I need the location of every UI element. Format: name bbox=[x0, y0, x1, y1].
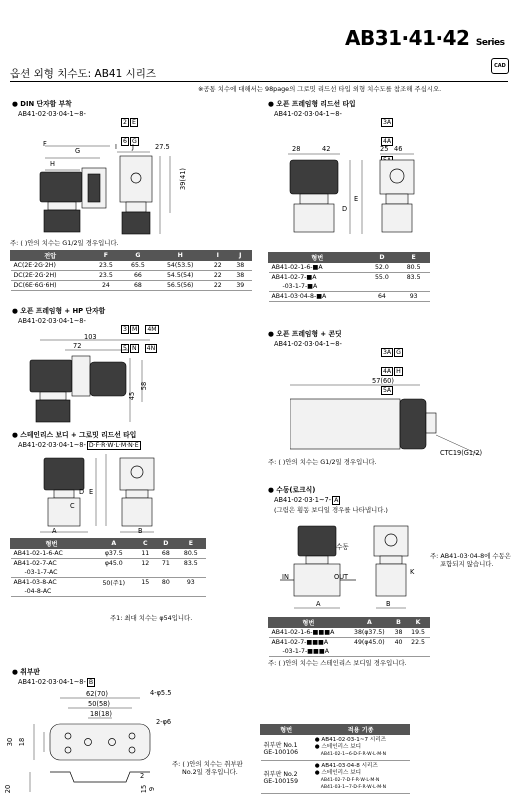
table-row: 취부판 No.2 GE-100159 ● AB41-03·04-8 시리즈 ● 스테인리스 보디 AB41-02-7-D·F·R·W·L·M·N AB41-03-1~7-D·F·R·W·L·M·N bbox=[261, 761, 410, 794]
open-lead-dim-d: D bbox=[342, 205, 348, 213]
din-dim-39: 39(41) bbox=[178, 168, 187, 190]
manual-label-out: OUT bbox=[334, 573, 349, 581]
cad-badge[interactable]: CAD bbox=[491, 58, 509, 74]
table-row: AB41-03-8-AC 50(주1) 15 80 93 bbox=[13, 579, 195, 587]
table-row: 취부판 No.1 GE-100106 ● AB41-02·03-1~7 시리즈 ● 스테인리스 보디 AB41-02-1~6-D·F·R·W·L·M·N bbox=[261, 735, 410, 761]
table-row: -04-8-AC bbox=[11, 587, 206, 597]
table-row: AC(2E·2G·2H) 23.5 65.5 54(53.5) 22 38 bbox=[11, 261, 252, 271]
stainless-dim-b: B bbox=[138, 527, 143, 535]
manual-table: 형번 A B K AB41-02-1-6-■■■A 38(φ37.5) 38 19.5 AB41-02-7-■■■A 49(φ45.0) 40 22.5 -03-1-7-■■■A bbox=[268, 617, 430, 657]
open-lead-dim-46: 46 bbox=[394, 145, 403, 153]
stainless-code: AB41-02·03·04-1~8- D·F·R·W·L·M·N·E bbox=[18, 441, 139, 449]
din-dim-j: J bbox=[132, 143, 134, 151]
open-lead-table: 형번 D E AB41-02-1-6-■A 52.0 80.5 AB41-02-7-■A 55.0 83.5 -03-1-7-■A AB41-03·04-8-■A 64 93 bbox=[268, 252, 430, 302]
top-note: ※공통 치수에 대해서는 98page의 그로밋 리드선 타입 외형 치수도를 참조해 주십시오. bbox=[198, 85, 442, 93]
din-dim-275: 27.5 bbox=[155, 143, 170, 151]
open-lead-dim-e: E bbox=[354, 195, 359, 203]
manual-side-note: 주: AB41-03·04-8에 수동은 포함되지 않습니다. bbox=[430, 552, 511, 568]
bracket-dim-30: 30 bbox=[6, 737, 15, 747]
table-row: -03-1-7-■A bbox=[269, 282, 430, 292]
manual-title: ● 수동(로크식) bbox=[268, 486, 316, 494]
stainless-drawing bbox=[20, 452, 200, 536]
bracket-dim-2: 2 bbox=[140, 772, 145, 780]
bracket-note: 주: ( )안의 치수는 취부판 No.2일 경우입니다. bbox=[172, 760, 243, 776]
manual-label-handle: 수동 bbox=[336, 543, 349, 551]
din-table: 전압 F G H I J AC(2E·2G·2H) 23.5 65.5 54(53.5) 22 38 DC(2E·2G·2H) 23.5 66 54.5(54) 22 38 DC(6E·6G·6H) 24 68 56.5(56) 22 39 bbox=[10, 250, 252, 291]
stainless-dim-e: E bbox=[89, 488, 94, 496]
bracket-dim-20: 20 bbox=[4, 784, 13, 794]
bracket-dim-18: 18(18) bbox=[90, 710, 112, 718]
conduit-dim-ctc: CTC19(G1/2) bbox=[440, 449, 483, 457]
hp-dim-45: 45 bbox=[128, 391, 137, 401]
table-row: AB41-02-1-6-■A 52.0 80.5 bbox=[269, 263, 430, 273]
bracket-dim-15: 15 bbox=[140, 784, 149, 794]
open-lead-code: AB41-02·03·04-1~8- bbox=[274, 110, 342, 118]
hp-dim-103: 103 bbox=[84, 333, 97, 341]
open-lead-dim-42: 42 bbox=[322, 145, 331, 153]
conduit-code-boxes: 3A G 4A H 5A bbox=[383, 349, 401, 394]
conduit-code: AB41-02·03·04-1~8- bbox=[274, 340, 342, 348]
open-lead-title: ● 오픈 프레임형 리드선 타입 bbox=[268, 100, 356, 108]
hp-code-boxes: 3 M 4M 5 N 4N bbox=[123, 326, 157, 352]
din-dim-g: G bbox=[75, 147, 81, 155]
stainless-dim-a: A bbox=[52, 527, 57, 535]
stainless-table: 형번 A C D E AB41-02-1-6-AC φ37.5 11 68 80.5 AB41-02-7-AC φ45.0 12 71 83.5 -03-1-7-AC AB41-03-8-AC 50(주1) 15 80 93 -04-8-AC bbox=[10, 538, 206, 597]
bracket-dim-9: 9 bbox=[148, 786, 157, 792]
hp-dim-58: 58 bbox=[140, 381, 149, 391]
manual-subnote: (그림은 횡동 보디일 경우를 나타냅니다.) bbox=[274, 506, 388, 514]
bracket-title: ● 취부판 bbox=[12, 668, 40, 676]
manual-note: 주: ( )안의 치수는 스테인리스 보디일 경우입니다. bbox=[268, 659, 407, 667]
table-row: AB41-02-7-■A 55.0 83.5 bbox=[271, 274, 421, 281]
table-row: AB41-03·04-8-■A 64 93 bbox=[269, 292, 430, 302]
din-code: AB41-02·03·04-1~8- bbox=[18, 110, 86, 118]
stainless-dim-d: D bbox=[79, 488, 85, 496]
open-lead-code-boxes: 3A 4A bbox=[380, 109, 400, 166]
open-lead-dim-25: 25 bbox=[380, 145, 389, 153]
conduit-note: 주: ( )안의 치수는 G1/2일 경우입니다. bbox=[268, 458, 377, 466]
manual-code: AB41-02·03·1~7- A bbox=[274, 496, 339, 504]
table-row: -03-1-7-■■■A bbox=[269, 647, 430, 657]
table-row: AB41-02-7-AC φ45.0 12 71 83.5 bbox=[13, 560, 198, 567]
table-row: AB41-02-7-■■■A 49(φ45.0) 40 22.5 bbox=[271, 639, 425, 646]
open-lead-dim-28: 28 bbox=[292, 145, 301, 153]
din-dim-i: I bbox=[115, 143, 117, 151]
bracket-dim-62: 62(70) bbox=[86, 690, 108, 698]
stainless-note: 주1: 최대 치수는 φ54입니다. bbox=[110, 614, 193, 622]
manual-label-b: B bbox=[386, 600, 391, 608]
bracket-dim-2phi6: 2-φ6 bbox=[156, 718, 172, 726]
conduit-title: ● 오픈 프레임형 + 콘딧 bbox=[268, 330, 342, 338]
bracket-code: AB41-02·03·04-1~8- B bbox=[18, 678, 94, 686]
table-row: -03-1-7-AC bbox=[11, 568, 206, 578]
din-dim-f: F bbox=[43, 140, 47, 148]
hp-code: AB41-02·03·04-1~8- bbox=[18, 317, 86, 325]
open-lead-drawing bbox=[280, 150, 440, 240]
bracket-app-table: 형번 적용 기종 취부판 No.1 GE-100106 ● AB41-02·03-1~7 시리즈 ● 스테인리스 보디 AB41-02-1~6-D·F·R·W·L·M·N 취부판 No.2 GE-100159 ● AB41-03·04-8 시리즈 ● 스테인리스 보디 AB41-02-7-D·F·R·W·L·M·N AB41-03-1~7-D·F·R·W·L·M·N bbox=[260, 724, 410, 794]
table-row: AB41-02-1-6-AC φ37.5 11 68 80.5 bbox=[11, 549, 206, 559]
table-row: DC(2E·2G·2H) 23.5 66 54.5(54) 22 38 bbox=[11, 271, 252, 281]
stainless-dim-c: C bbox=[70, 502, 75, 510]
manual-drawing bbox=[280, 520, 430, 615]
bracket-dim-50: 50(58) bbox=[88, 700, 110, 708]
page-title: AB31·41·42 Series bbox=[345, 26, 505, 50]
bracket-dim-18v: 18 bbox=[18, 737, 27, 747]
table-row: AB41-02-1-6-■■■A 38(φ37.5) 38 19.5 bbox=[269, 628, 430, 638]
stainless-title: ● 스테인리스 보디 + 그로밋 리드선 타입 bbox=[12, 431, 137, 439]
bracket-dim-holes: 4-φ5.5 bbox=[150, 689, 172, 697]
header-rule bbox=[10, 81, 508, 82]
table-row: DC(6E·6G·6H) 24 68 56.5(56) 22 39 bbox=[11, 281, 252, 291]
hp-drawing bbox=[20, 336, 190, 426]
din-code-boxes: 2 E 6 G bbox=[120, 109, 150, 166]
hp-title: ● 오픈 프레임형 + HP 단자함 bbox=[12, 307, 106, 315]
din-note: 주: ( )안의 치수는 G1/2일 경우입니다. bbox=[10, 239, 119, 247]
hp-dim-72: 72 bbox=[73, 342, 82, 350]
din-dim-h: H bbox=[50, 160, 55, 168]
manual-label-a: A bbox=[316, 600, 321, 608]
section-heading: 옵션 외형 치수도: AB41 시리즈 bbox=[10, 68, 157, 80]
manual-label-in: IN bbox=[282, 573, 289, 581]
din-title: ● DIN 단자함 부착 bbox=[12, 100, 72, 108]
manual-label-k: K bbox=[410, 568, 415, 576]
conduit-dim-57: 57(60) bbox=[372, 377, 394, 385]
